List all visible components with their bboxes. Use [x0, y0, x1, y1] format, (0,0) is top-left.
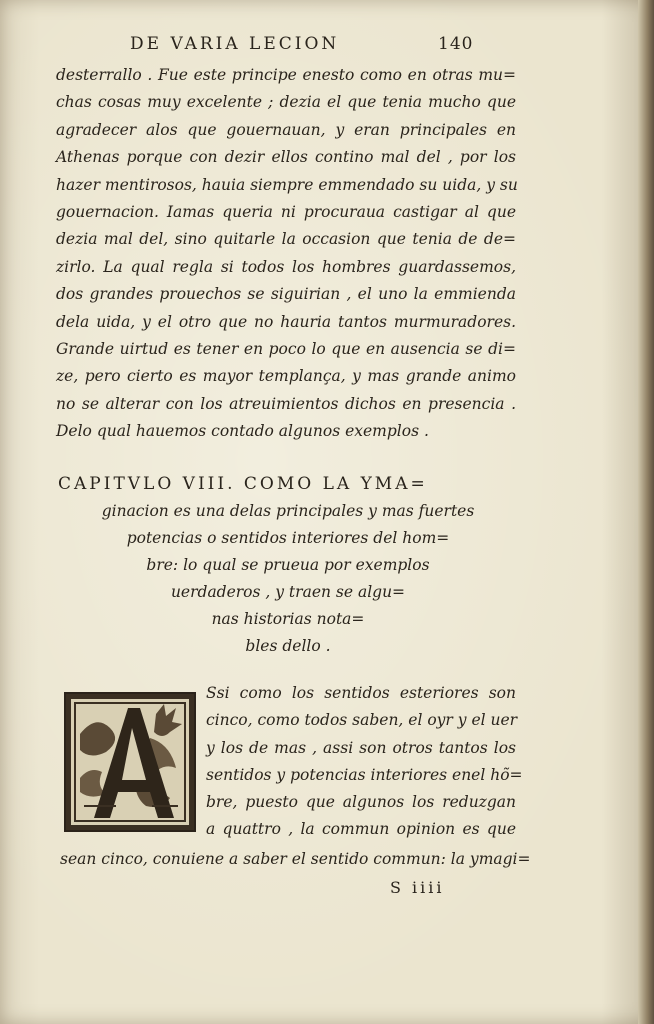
text-line: no se alterar con los atreuimientos dichos en presencia . — [56, 394, 516, 413]
text-line: chas cosas muy excelente ; dezia el que tenia mucho que — [56, 93, 516, 112]
text-line: dezia mal del, sino quitarle la occasion que tenia de de= — [56, 230, 516, 249]
text-line: ze, pero cierto es mayor templança, y mas grande animo — [56, 367, 516, 386]
text-line: gouernacion. Iamas queria ni procuraua castigar al que — [56, 202, 516, 221]
text-line: y los de mas , assi son otros tantos los — [206, 738, 516, 757]
folio-number: 140 — [438, 34, 474, 54]
decorated-initial-a — [64, 692, 196, 832]
text-line: Delo qual hauemos contado algunos exemplos . — [56, 422, 429, 441]
signature-mark: S iiii — [390, 878, 445, 897]
text-line: dela uida, y el otro que no hauria tantos murmuradores. — [56, 312, 516, 331]
text-line: Ssi como los sentidos esteriores son — [206, 684, 516, 702]
text-line: zirlo. La qual regla si todos los hombres guardassemos, — [56, 257, 516, 276]
chapter-heading — [58, 470, 518, 660]
paragraph-1 — [56, 62, 516, 445]
chapter-subtitle-line: potencias o sentidos interiores del hom= — [126, 529, 450, 547]
chapter-subtitle-line: ginacion es una delas principales y mas fuertes — [101, 502, 475, 520]
paragraph-2 — [206, 680, 523, 844]
text-line: Grande uirtud es tener en poco lo que en ausencia se di= — [56, 339, 516, 358]
text-line: sean cinco, conuiene a saber el sentido commun: la ymagi= — [60, 850, 531, 868]
chapter-subtitle-line: uerdaderos , y traen se algu= — [170, 583, 406, 601]
text-line: sentidos y potencias interiores enel hõ= — [206, 765, 523, 784]
running-head: DE VARIA LECION — [130, 34, 340, 54]
page-header — [130, 34, 490, 58]
text-line: hazer mentirosos, hauia siempre emmendado su uida, y su — [56, 175, 518, 194]
text-line: desterrallo . Fue este principe enesto como en otras mu= — [56, 66, 516, 84]
chapter-subtitle-line: nas historias nota= — [211, 610, 365, 628]
woodcut-initial-icon — [66, 694, 194, 830]
chapter-title: CAPITVLO VIII. COMO LA YMA= — [58, 474, 428, 494]
text-line: agradecer alos que gouernauan, y eran principales en — [56, 120, 516, 139]
text-line: bre, puesto que algunos los reduzgan — [206, 793, 516, 812]
chapter-subtitle-line: bles dello . — [245, 637, 331, 655]
text-line: a quattro , la commun opinion es que — [206, 820, 516, 839]
text-line: cinco, como todos saben, el oyr y el uer — [206, 711, 518, 730]
text-line: Athenas porque con dezir ellos contino mal del , por los — [56, 148, 516, 167]
chapter-subtitle-line: bre: lo qual se prueua por exemplos — [146, 556, 430, 574]
text-line: dos grandes prouechos se siguirian , el uno la emmienda — [56, 285, 516, 304]
page-fore-edge — [638, 0, 654, 1024]
